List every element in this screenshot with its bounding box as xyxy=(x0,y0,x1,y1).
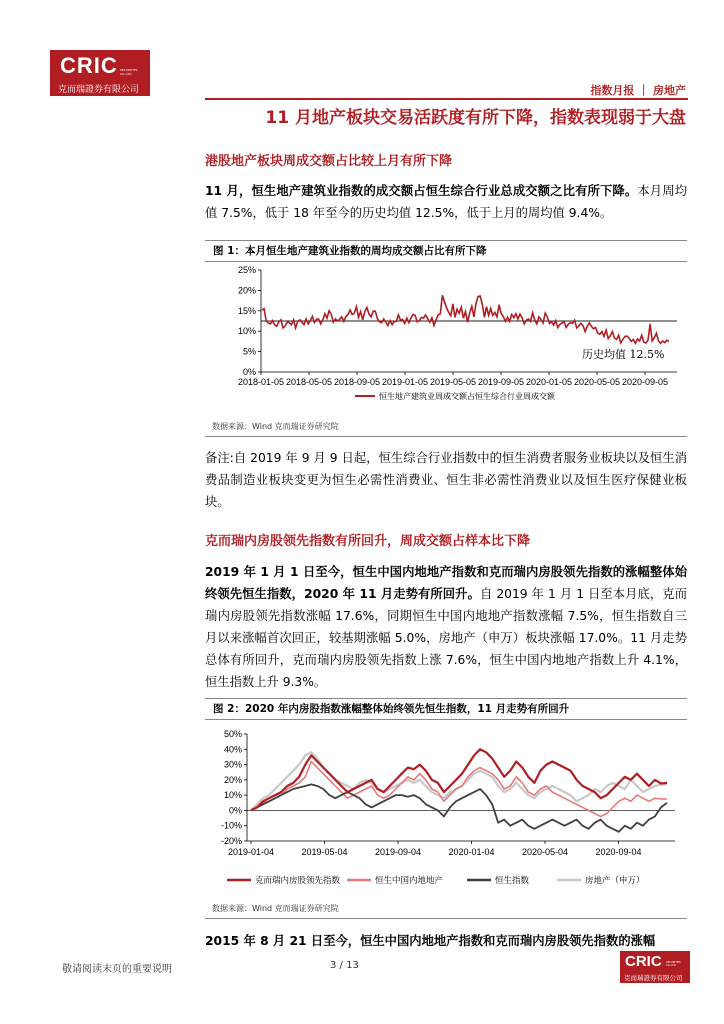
section1-para-bold: 11 月，恒生地产建筑业指数的成交额占恒生综合行业总成交额之比有所下降。 xyxy=(205,184,638,198)
y-tick-label: 0% xyxy=(242,367,256,377)
x-tick-label: 2018-09-05 xyxy=(333,377,381,387)
section2-paragraph xyxy=(205,561,687,693)
trailing-paragraph: 2015 年 8 月 21 日至今，恒生中国内地地产指数和克而瑞内房股领先指数的涨幅 xyxy=(205,934,656,948)
footer-logo-cn-text: 克而瑞證券有限公司 xyxy=(624,974,683,982)
figure1-divider xyxy=(205,436,687,437)
y-tick-label: 10% xyxy=(223,790,242,801)
y-tick-label: 0% xyxy=(228,805,242,816)
figure2-source: 数据来源：Wind 克而瑞证券研究院 xyxy=(212,904,339,913)
x-tick-label: 2020-05-04 xyxy=(521,847,569,857)
y-tick-label: 5% xyxy=(242,346,256,357)
logo-cn-text: 克而瑞證券有限公司 xyxy=(58,85,140,95)
y-tick-label: -20% xyxy=(220,836,242,846)
figure2-title: 图 2：2020 年内房股指数涨幅整体始终领先恒生指数，11 月走势有所回升 xyxy=(205,698,687,720)
footer-logo-text: CRIC xyxy=(625,953,662,970)
section2-title: 克而瑞内房股领先指数有所回升，周成交额占样本比下降 xyxy=(205,534,531,549)
y-tick-label: 25% xyxy=(237,265,256,275)
figure1-source: 数据来源：Wind 克而瑞证券研究院 xyxy=(212,422,339,431)
x-tick-label: 2020-01-05 xyxy=(525,377,573,387)
figure1-chart xyxy=(205,258,687,408)
section2-para-bold: 2019 年 1 月 1 日至今，恒生中国内地地产指数和克而瑞内房股领先指数的涨幅整体始终领先恒生指数，2020 年 11 月走势有所回升。 xyxy=(205,565,687,601)
x-tick-label: 2019-05-04 xyxy=(301,847,348,857)
figure1-title: 图 1：本月恒生地产建筑业指数的周均成交额占比有所下降 xyxy=(205,240,687,262)
series-line-sw-real-estate xyxy=(251,752,667,810)
x-tick-label: 2019-05-05 xyxy=(429,377,477,387)
series-line-cric-index xyxy=(251,749,667,810)
logo-small-text: SECURITIES CO.,LTD xyxy=(120,68,138,76)
x-tick-label: 2019-09-05 xyxy=(477,377,525,387)
series-line-hs-property-share xyxy=(262,295,669,343)
y-tick-label: 30% xyxy=(223,759,242,770)
x-tick-label: 2018-01-05 xyxy=(237,377,285,387)
report-tag: 指数月报 ｜ 房地产 xyxy=(590,84,686,97)
x-tick-label: 2019-01-05 xyxy=(381,377,429,387)
figure2-divider xyxy=(205,918,687,919)
y-tick-label: 20% xyxy=(237,285,256,296)
series-line-hang-seng-index xyxy=(251,784,667,831)
cric-logo-footer xyxy=(620,951,690,983)
legend-label: 恒生地产建筑业周成交额占恒生综合行业周成交额 xyxy=(379,392,555,401)
x-tick-label: 2020-05-05 xyxy=(573,377,621,387)
figure2-chart xyxy=(205,720,687,898)
y-tick-label: -10% xyxy=(220,820,242,831)
note-paragraph: 备注:自 2019 年 9 月 9 日起，恒生综合行业指数中的恒生消费者服务业板块以及恒生消费品制造业板块变更为恒生必需性消费业、恒生非必需性消费业以及恒生医疗保健业板块。 xyxy=(205,451,687,509)
header-divider xyxy=(205,98,688,100)
legend-label-4: 房地产（申万） xyxy=(585,876,645,886)
cric-logo xyxy=(50,50,150,96)
page-title: 11 月地产板块交易活跃度有所下降，指数表现弱于大盘 xyxy=(265,108,686,128)
footer-disclaimer: 敬请阅读末页的重要说明 xyxy=(62,964,172,975)
legend-label-1: 克而瑞内房股领先指数 xyxy=(255,876,341,886)
logo-text: CRIC xyxy=(60,53,118,78)
legend-label-2: 恒生中国内地地产 xyxy=(375,876,444,886)
y-tick-label: 15% xyxy=(237,305,256,316)
section2-para-rest: 自 2019 年 1 月 1 日至本月底，克而瑞内房股领先指数涨幅 17.6%，同期恒生中国内地地产指数涨幅 7.5%，恒生指数自三月以来涨幅首次回正，较基期涨幅 5.0%，房地产（申万）板块涨幅 17.0%。11 月走势总体有所回升，克而瑞内房股领先指数上涨 7.6%，恒生中国内地地产指数上升 4.1%，恒生指数上升 9.3%。 xyxy=(205,587,687,689)
footer-logo-small-text: SECURITIES CO.,LTD xyxy=(666,961,681,967)
x-tick-label: 2020-01-04 xyxy=(448,847,495,857)
y-tick-label: 50% xyxy=(223,729,242,739)
section1-para-rest: 本月周均值 7.5%，低于 18 年至今的历史均值 12.5%，低于上月的周均值 9.4%。 xyxy=(205,184,687,220)
x-tick-label: 2020-09-05 xyxy=(621,377,669,387)
section1-paragraph xyxy=(205,180,687,224)
x-tick-label: 2019-01-04 xyxy=(227,847,275,857)
page-number: 3 / 13 xyxy=(330,960,359,971)
y-tick-label: 40% xyxy=(223,744,242,755)
x-tick-label: 2020-09-04 xyxy=(595,847,642,857)
y-tick-label: 10% xyxy=(237,326,256,337)
legend-label-3: 恒生指数 xyxy=(495,876,530,886)
mean-annotation: 历史均值 12.5% xyxy=(582,348,665,361)
section1-title: 港股地产板块周成交额占比较上月有所下降 xyxy=(205,154,453,169)
y-tick-label: 20% xyxy=(223,774,242,785)
x-tick-label: 2019-09-04 xyxy=(374,847,422,857)
x-tick-label: 2018-05-05 xyxy=(285,377,333,387)
